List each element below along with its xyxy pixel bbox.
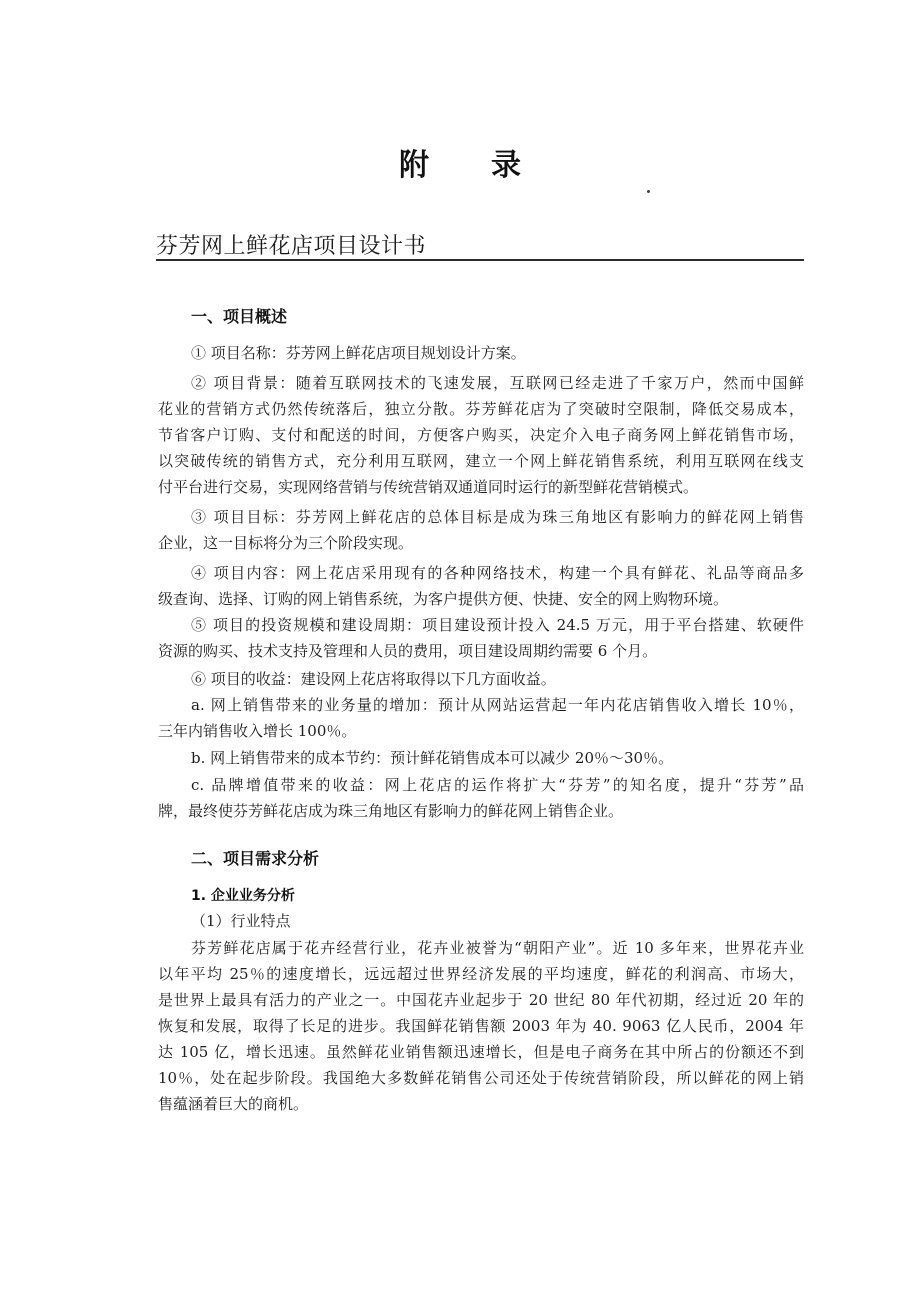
paragraph-line: c. 品牌增值带来的收益：网上花店的运作将扩大“芬芳”的知名度，提升“芬芳”品 [191, 776, 804, 794]
paragraph-line: 售蕴涵着巨大的商机。 [158, 1095, 309, 1113]
appendix-title: 附录 [399, 148, 583, 183]
paragraph-line: 以年平均 25％的速度增长，远远超过世界经济发展的平均速度，鲜花的利润高、市场大， [158, 965, 804, 983]
paragraph-line: a. 网上销售带来的业务量的增加：预计从网站运营起一年内花店销售收入增长 10％， [191, 696, 804, 714]
title-underline [156, 259, 804, 261]
paragraph-line: b. 网上销售带来的成本节约：预计鲜花销售成本可以减少 20％～30％。 [191, 749, 674, 767]
paragraph-line: 芬芳鲜花店属于花卉经营行业，花卉业被誉为“朝阳产业”。近 10 多年来，世界花卉业 [191, 939, 804, 957]
subsection-heading: 1. 企业业务分析 [191, 888, 295, 904]
paragraph-line: 节省客户订购、支付和配送的时间，方便客户购买，决定介入电子商务网上鲜花销售市场， [158, 426, 804, 444]
paragraph-line: 达 105 亿，增长迅速。虽然鲜花业销售额迅速增长，但是电子商务在其中所占的份额还不到 [158, 1043, 804, 1061]
paragraph-line: ⑤ 项目的投资规模和建设周期：项目建设预计投入 24.5 万元，用于平台搭建、软硬件 [191, 616, 804, 634]
paragraph-line: 是世界上最具有活力的产业之一。中国花卉业起步于 20 世纪 80 年代初期，经过近 20 年的 [158, 991, 804, 1009]
paragraph-line: 企业，这一目标将分为三个阶段实现。 [158, 534, 414, 552]
paragraph-line: ④ 项目内容：网上花店采用现有的各种网络技术，构建一个具有鲜花、礼品等商品多 [191, 564, 804, 582]
section-1-heading: 一、项目概述 [191, 307, 288, 326]
paragraph-line: ① 项目名称：芬芳网上鲜花店项目规划设计方案。 [191, 344, 526, 362]
paragraph-line: 级查询、选择、订购的网上销售系统，为客户提供方便、快捷、安全的网上购物环境。 [158, 590, 729, 608]
paragraph-line: ⑥ 项目的收益：建设网上花店将取得以下几方面收益。 [191, 670, 556, 688]
paragraph-line: ② 项目背景：随着互联网技术的飞速发展，互联网已经走进了千家万户，然而中国鲜 [191, 374, 804, 392]
scan-speck [647, 190, 650, 193]
document-title: 芬芳网上鲜花店项目设计书 [156, 234, 427, 259]
paragraph-line: 付平台进行交易，实现网络营销与传统营销双通道同时运行的新型鲜花营销模式。 [158, 478, 699, 496]
paragraph-line: 三年内销售收入增长 100％。 [158, 722, 357, 740]
paragraph-line: 牌，最终使芬芳鲜花店成为珠三角地区有影响力的鲜花网上销售企业。 [158, 802, 624, 820]
paragraph-line: 恢复和发展，取得了长足的进步。我国鲜花销售额 2003 年为 40. 9063 亿人民币，2004 年 [158, 1017, 804, 1035]
paragraph-line: 以突破传统的销售方式，充分利用互联网，建立一个网上鲜花销售系统，利用互联网在线支 [158, 452, 804, 470]
paragraph-line: 资源的购买、技术支持及管理和人员的费用，项目建设周期约需要 6 个月。 [158, 642, 658, 660]
paragraph-line: 10％，处在起步阶段。我国绝大多数鲜花销售公司还处于传统营销阶段，所以鲜花的网上销 [158, 1069, 804, 1087]
list-item-heading: （1）行业特点 [191, 912, 291, 930]
paragraph-line: ③ 项目目标：芬芳网上鲜花店的总体目标是成为珠三角地区有影响力的鲜花网上销售 [191, 508, 804, 526]
section-2-heading: 二、项目需求分析 [191, 849, 320, 868]
paragraph-line: 花业的营销方式仍然传统落后，独立分散。芬芳鲜花店为了突破时空限制，降低交易成本， [158, 400, 804, 418]
